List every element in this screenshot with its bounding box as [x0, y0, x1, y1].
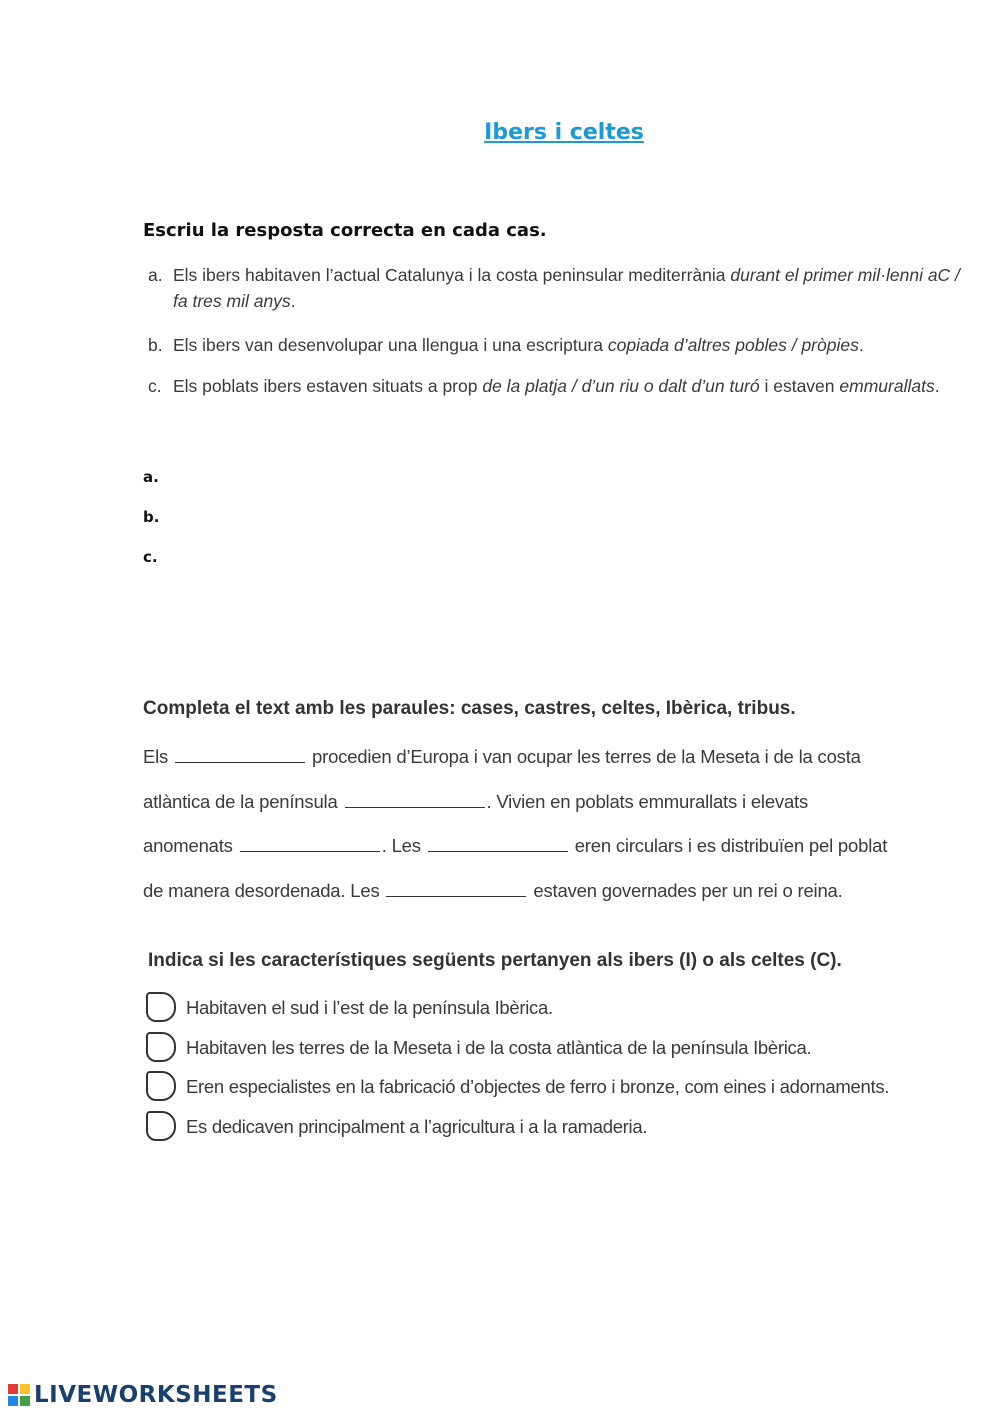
- characteristic-row: [146, 1032, 986, 1066]
- characteristic-text: Eren especialistes en la fabricació d’objectes de ferro i bronze, com eines i adornaments.: [186, 1076, 890, 1097]
- characteristic-text: Habitaven les terres de la Meseta i de la costa atlàntica de la península Ibèrica.: [186, 1037, 812, 1058]
- answer-box-2[interactable]: [146, 1032, 176, 1062]
- question-a: [148, 262, 968, 314]
- fill-text: Els: [143, 746, 169, 767]
- question-label: a.: [148, 265, 163, 285]
- question-options: durant el primer mil·lenni aC / fa tres mil anys: [173, 265, 960, 311]
- fill-line-4: [143, 876, 973, 902]
- fill-line-2: [143, 787, 973, 813]
- fill-text: . Vivien en poblats emmurallats i elevats: [486, 791, 809, 812]
- question-label: c.: [148, 376, 162, 396]
- blank-input-1[interactable]: [175, 742, 305, 763]
- answer-box-3[interactable]: [146, 1071, 176, 1101]
- question-suffix: .: [290, 291, 296, 311]
- brand-name: LIVEWORKSHEETS: [34, 1382, 278, 1408]
- instruction-section-2: Completa el text amb les paraules: cases, castres, celtes, Ibèrica, tribus.: [143, 698, 796, 719]
- answer-label-b: b.: [143, 508, 160, 526]
- question-text: Els ibers van desenvolupar una llengua i una escriptura: [173, 335, 608, 355]
- answer-input-a[interactable]: [175, 466, 949, 492]
- fill-text: anomenats: [143, 835, 233, 856]
- fill-text: estaven governades per un rei o reina.: [533, 880, 843, 901]
- fill-text: atlàntica de la península: [143, 791, 338, 812]
- fill-text: procedien d’Europa i van ocupar les terres de la Meseta i de la costa: [312, 746, 861, 767]
- instruction-section-1: Escriu la resposta correcta en cada cas.: [143, 220, 547, 241]
- answer-box-1[interactable]: [146, 992, 176, 1022]
- characteristic-row: [146, 1071, 986, 1105]
- fill-line-1: [143, 742, 973, 768]
- question-suffix: .: [858, 335, 864, 355]
- blank-input-5[interactable]: [386, 876, 526, 897]
- blank-input-4[interactable]: [428, 831, 568, 852]
- fill-text: eren circulars i es distribuïen pel poblat: [574, 835, 888, 856]
- answer-box-4[interactable]: [146, 1111, 176, 1141]
- liveworksheets-logo-icon: [8, 1384, 30, 1406]
- fill-line-3: [143, 831, 973, 857]
- question-b: [148, 332, 968, 358]
- blank-input-2[interactable]: [345, 787, 485, 808]
- page-title: Ibers i celtes: [484, 120, 644, 145]
- answer-input-b[interactable]: [175, 506, 949, 532]
- answer-label-a: a.: [143, 468, 159, 486]
- answer-input-c[interactable]: [175, 546, 949, 572]
- characteristic-row: [146, 1111, 986, 1145]
- answer-label-c: c.: [143, 548, 158, 566]
- question-options-2: emmurallats: [839, 376, 935, 396]
- question-options: copiada d’altres pobles / pròpies: [607, 335, 859, 355]
- question-text: Els ibers habitaven l’actual Catalunya i la costa peninsular mediterrània: [173, 265, 731, 285]
- question-suffix: .: [934, 376, 940, 396]
- question-label: b.: [148, 335, 163, 355]
- question-middle: i estaven: [759, 376, 840, 396]
- question-c: [148, 373, 968, 399]
- characteristic-row: [146, 992, 986, 1026]
- characteristic-text: Habitaven el sud i l’est de la península Ibèrica.: [186, 997, 553, 1018]
- fill-text: . Les: [381, 835, 421, 856]
- characteristic-text: Es dedicaven principalment a l’agricultura i a la ramaderia.: [186, 1116, 648, 1137]
- blank-input-3[interactable]: [240, 831, 380, 852]
- instruction-section-3: Indica si les característiques següents pertanyen als ibers (I) o als celtes (C).: [148, 950, 842, 971]
- fill-text: de manera desordenada. Les: [143, 880, 380, 901]
- question-options: de la platja / d’un riu o dalt d’un turó: [482, 376, 760, 396]
- question-text: Els poblats ibers estaven situats a prop: [173, 376, 483, 396]
